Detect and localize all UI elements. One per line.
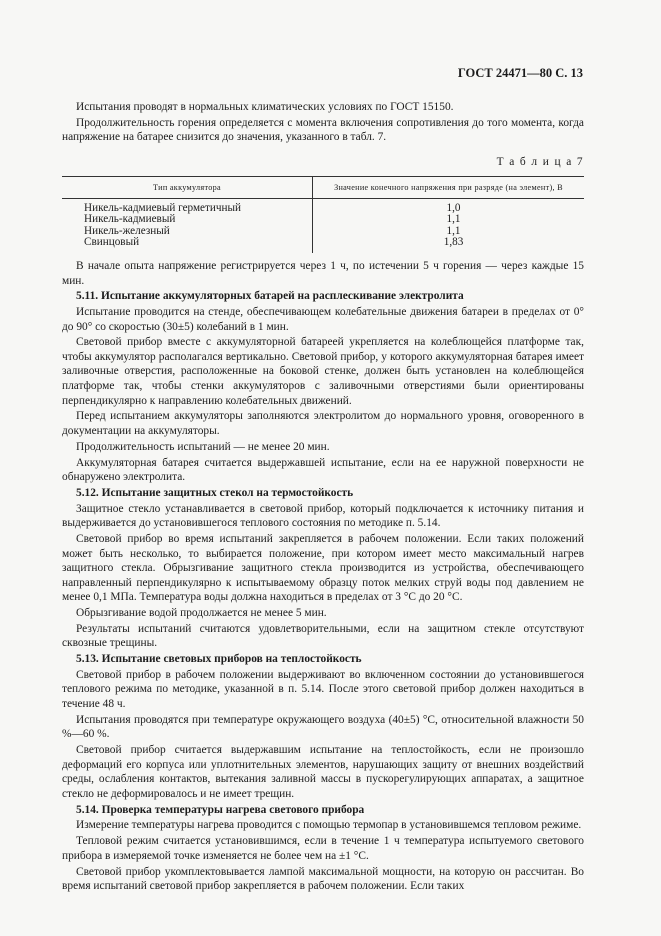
page-header: ГОСТ 24471—80 С. 13 (457, 66, 583, 80)
paragraph: Испытания проводят в нормальных климатических условиях по ГОСТ 15150. (76, 101, 454, 113)
paragraph: Продолжительность испытаний — не менее 20 мин. (76, 440, 330, 453)
section-heading: 5.14. Проверка температуры нагрева светового прибора (76, 803, 365, 816)
table-row (62, 214, 584, 226)
cell-value: 1,83 (443, 236, 464, 249)
paragraph: Продолжительность горения определяется с момента включения сопротивления до того момента, когда напряжение на батарее снизится до значения, указанного в табл. 7. (62, 116, 584, 144)
paragraph: Тепловой режим считается установившимся, если в течение 1 ч температура испытуемого светового прибора в измеряемой точке изменяется не более чем на ±1 °С. (62, 835, 584, 862)
paragraph: Испытание проводится на стенде, обеспечивающем колебательные движения батареи в пределах от 0° до 90° со скоростью (30±5) колебаний в 1 мин. (62, 305, 584, 333)
paragraph: Перед испытанием аккумуляторы заполняются электролитом до нормального уровня, оговоренного в документации на аккумуляторы. (62, 410, 584, 438)
section-heading: 5.11. Испытание аккумуляторных батарей на расплескивание электролита (76, 290, 464, 303)
table-caption: Т а б л и ц а 7 (496, 155, 584, 168)
paragraph: Аккумуляторная батарея считается выдержавшей испытание, если на ее наружной поверхности не обнаружено электролита. (62, 456, 584, 484)
paragraph: В начале опыта напряжение регистрируется через 1 ч, по истечении 5 ч горения — через каждые 15 мин. (62, 259, 584, 287)
cell-type: Свинцовый (62, 237, 313, 253)
table-row (62, 226, 584, 238)
table-header-voltage: Значение конечного напряжения при разряде (на элемент), В (313, 176, 584, 198)
paragraph: Результаты испытаний считаются удовлетворительными, если на защитном стекле отсутствуют сквозные трещины. (62, 622, 584, 650)
cell-value: 1,1 (446, 224, 461, 237)
table-row (62, 198, 584, 214)
paragraph: Защитное стекло устанавливается в световой прибор, который подключается к источнику питания и выдерживается до установившегося теплового состояния по методике п. 5.14. (62, 502, 584, 530)
cell-value: 1,0 (446, 201, 461, 214)
paragraph: Испытания проводятся при температуре окружающего воздуха (40±5) °С, относительной влажности 50 %—60 %. (62, 713, 584, 741)
cell-type: Никель-железный (62, 226, 313, 238)
paragraph: Световой прибор считается выдержавшим испытание на теплостойкость, если не произошло деформаций его корпуса или уплотнительных элементов, нарушающих защиту от внешних воздействий среды, ослабления контактов, вытекания заливной массы в пускорегулирующих аппаратах, а защитное стекло не деформировалось и не имеет трещин. (62, 744, 584, 800)
cell-value: 1,1 (446, 213, 461, 226)
paragraph: Световой прибор во время испытаний закрепляется в рабочем положении. Если таких положений может быть несколько, то выбирается положение, при котором имеет место максимальный нагрев защитного стекла. Обрызгивание защитного стекла производится из устройства, обеспечивающего направленный перпендикулярно к испытываемому образцу поток мелких струй воды под давлением не менее 0,1 МПа. Температура воды должна находиться в пределах от 3 °С до 20 °С. (62, 532, 584, 604)
cell-type: Никель-кадмиевый (62, 214, 313, 226)
table-row (62, 237, 584, 253)
paragraph: Световой прибор вместе с аккумуляторной батареей укрепляется на колеблющейся платформе так, чтобы аккумулятор располагался вертикально. Световой прибор, у которого аккумуляторная батарея имеет заливочные отверстия, расположенные на боковой стенке, должен быть установлен на колеблющейся платформе так, чтобы стенки аккумуляторов с заливочными отверстиями были ориентированы перпендикулярно к направлению колебательных движений. (62, 336, 584, 407)
section-heading: 5.12. Испытание защитных стекол на термостойкость (76, 486, 354, 499)
paragraph: Обрызгивание водой продолжается не менее 5 мин. (76, 607, 327, 620)
paragraph: Световой прибор в рабочем положении выдерживают во включенном состоянии до установившегося теплового режима по методике, указанной в п. 5.14. После этого световой прибор должен находиться в течение 48 ч. (62, 668, 584, 711)
document-body (62, 100, 584, 895)
paragraph: Измерение температуры нагрева проводится с помощью термопар в установившемся тепловом режиме. (76, 819, 582, 832)
table-7 (62, 176, 584, 253)
section-heading: 5.13. Испытание световых приборов на теплостойкость (76, 653, 362, 666)
paragraph: Световой прибор укомплектовывается лампой максимальной мощности, на которую он рассчитан. Во время испытаний световой прибор закрепляется в рабочем положении. Если таких (62, 865, 584, 893)
cell-type: Никель-кадмиевый герметичный (62, 198, 313, 214)
table-header-type: Тип аккумулятора (62, 176, 313, 198)
